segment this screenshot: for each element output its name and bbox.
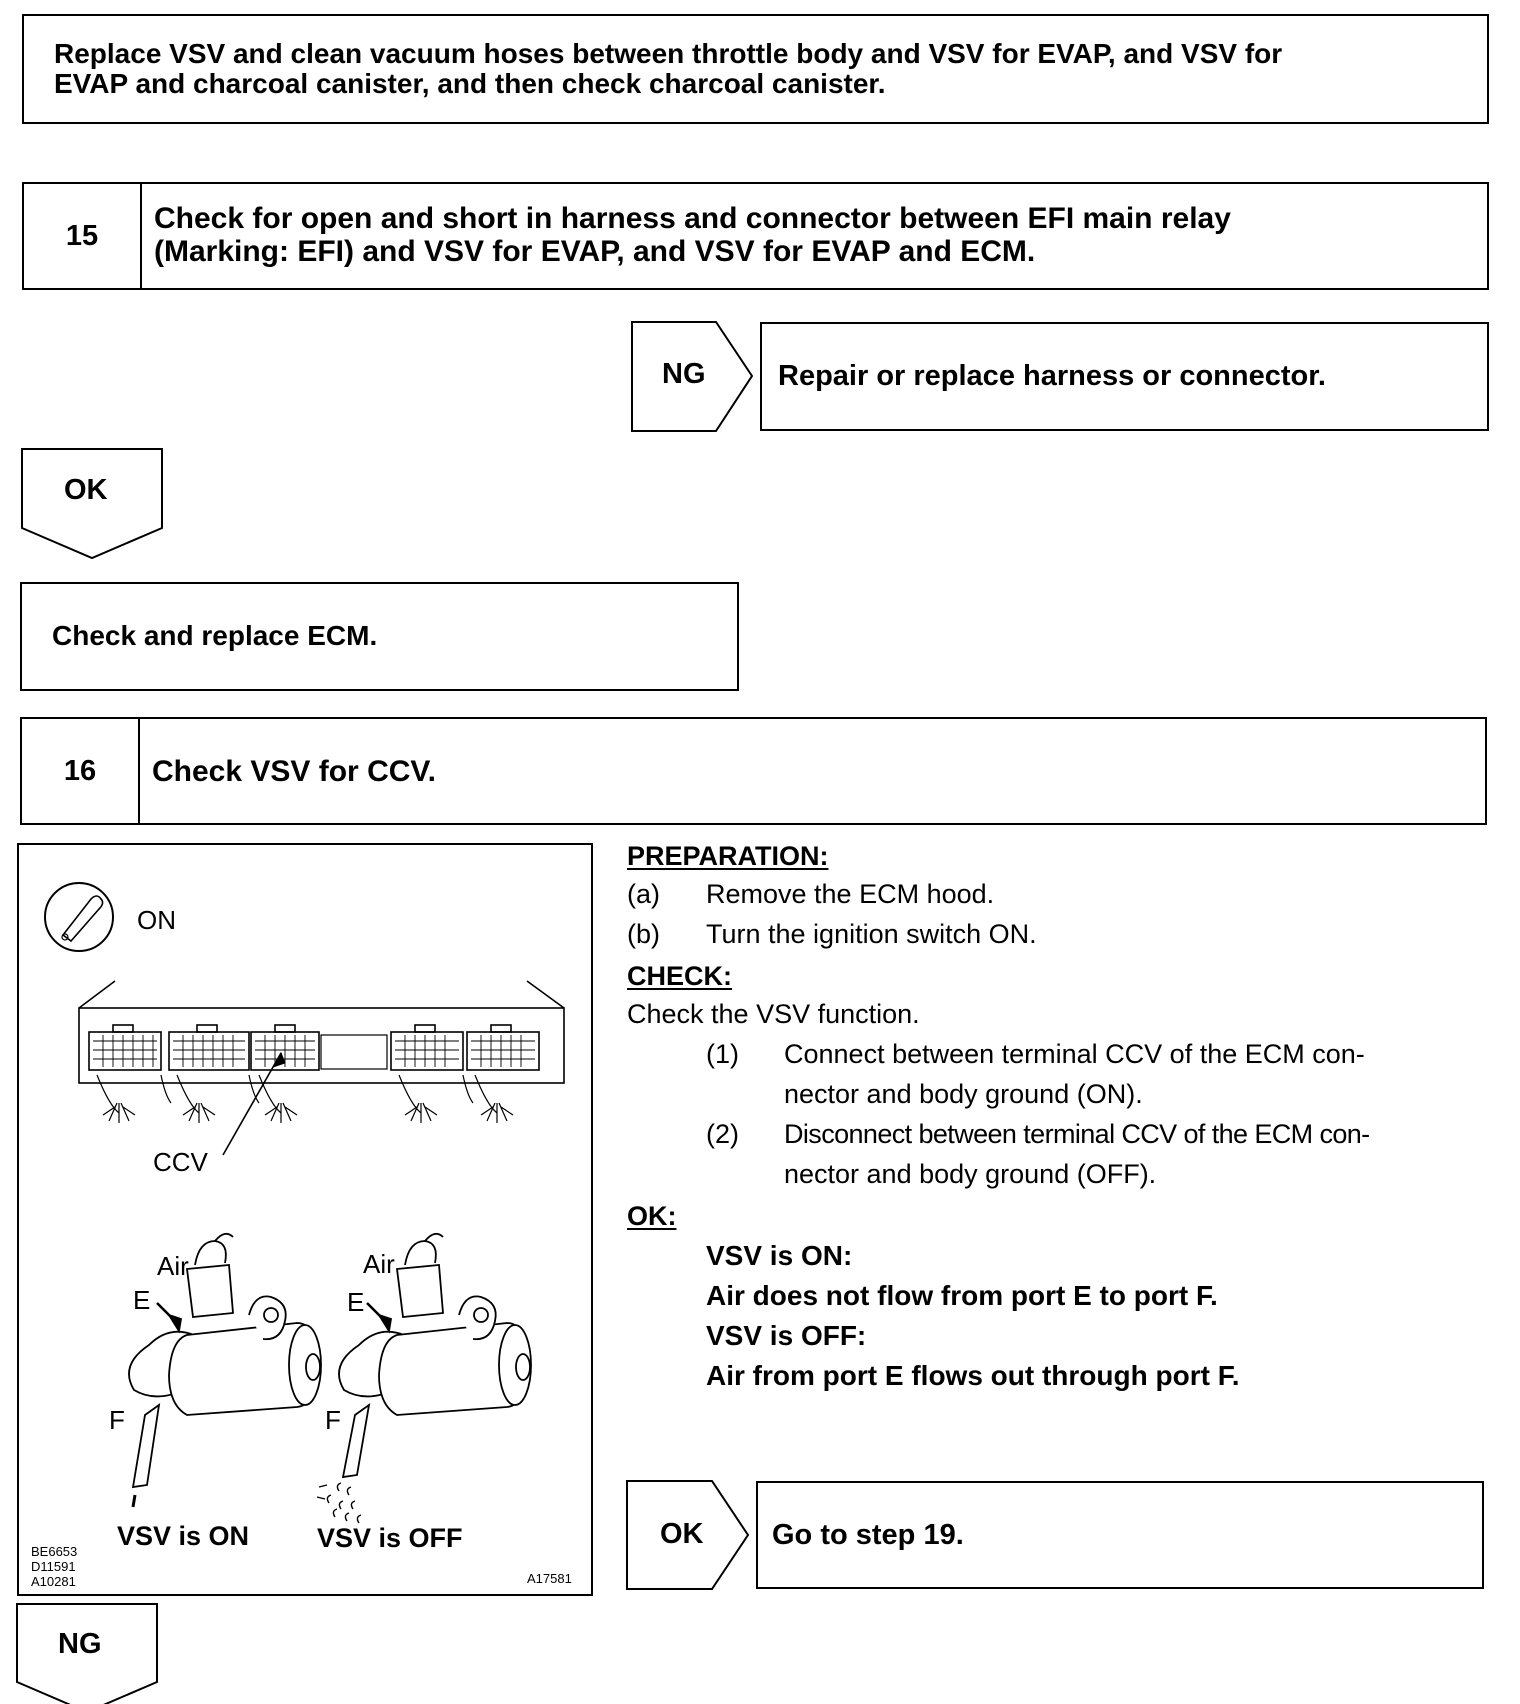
caption-vsv-on: VSV is ON	[117, 1521, 250, 1551]
port-e-left: E	[133, 1285, 151, 1315]
step-15-number: 15	[24, 184, 142, 288]
step-15-line1: Check for open and short in harness and connector between EFI main relay	[154, 202, 1231, 235]
ccv-label: CCV	[153, 1147, 208, 1177]
ok-line-2: Air does not flow from port E to port F.	[706, 1280, 1218, 1311]
step-15-line2: (Marking: EFI) and VSV for EVAP, and VSV for EVAP and ECM.	[154, 235, 1036, 268]
ng-label-16: NG	[58, 1628, 102, 1660]
check-step-1-line1: Connect between terminal CCV of the ECM con-	[784, 1039, 1365, 1069]
step-16-text: Check VSV for CCV.	[152, 755, 436, 788]
go-to-step-19-text: Go to step 19.	[772, 1519, 964, 1551]
check-step-2-line2: nector and body ground (OFF).	[784, 1159, 1157, 1189]
air-label-right: Air	[363, 1249, 395, 1279]
check-replace-ecm-text: Check and replace ECM.	[52, 620, 378, 651]
prep-b-marker: (b)	[627, 919, 660, 949]
ok-line-1: VSV is ON:	[706, 1240, 853, 1271]
prep-b-text: Turn the ignition switch ON.	[706, 919, 1037, 949]
preparation-heading: PREPARATION:	[627, 841, 829, 871]
port-f-right: F	[325, 1405, 341, 1435]
port-e-right: E	[347, 1287, 365, 1317]
repair-harness-text: Repair or replace harness or connector.	[778, 360, 1326, 392]
prep-a-text: Remove the ECM hood.	[706, 879, 995, 909]
ref-code-3: A10281	[31, 1574, 76, 1589]
ok-line-3: VSV is OFF:	[706, 1320, 867, 1351]
air-label-left: Air	[157, 1251, 189, 1281]
port-f-left: F	[109, 1405, 125, 1435]
check-heading: CHECK:	[627, 961, 732, 991]
switch-on-label: ON	[137, 905, 176, 935]
prep-a-marker: (a)	[627, 879, 660, 909]
ok-line-4: Air from port E flows out through port F.	[706, 1360, 1240, 1391]
replace-vsv-text-line1: Replace VSV and clean vacuum hoses between throttle body and VSV for EVAP, and VSV for	[54, 38, 1283, 69]
check-step-1-line2: nector and body ground (ON).	[784, 1079, 1143, 1109]
check-step-1-marker: (1)	[706, 1039, 739, 1069]
figure-id: A17581	[527, 1571, 572, 1586]
check-intro: Check the VSV function.	[627, 999, 920, 1029]
ref-code-2: D11591	[31, 1559, 76, 1574]
ok-heading: OK:	[627, 1201, 677, 1231]
ok-label-15: OK	[64, 474, 108, 506]
ref-code-1: BE6653	[31, 1544, 78, 1559]
ng-label-15: NG	[662, 358, 706, 390]
replace-vsv-text-line2: EVAP and charcoal canister, and then check charcoal canister.	[54, 68, 886, 99]
check-step-2-marker: (2)	[706, 1119, 739, 1149]
caption-vsv-off: VSV is OFF	[317, 1523, 463, 1553]
step-16-number: 16	[22, 719, 140, 823]
ok-label-16: OK	[660, 1518, 704, 1550]
check-step-2-line1: Disconnect between terminal CCV of the ECM con-	[784, 1119, 1370, 1149]
